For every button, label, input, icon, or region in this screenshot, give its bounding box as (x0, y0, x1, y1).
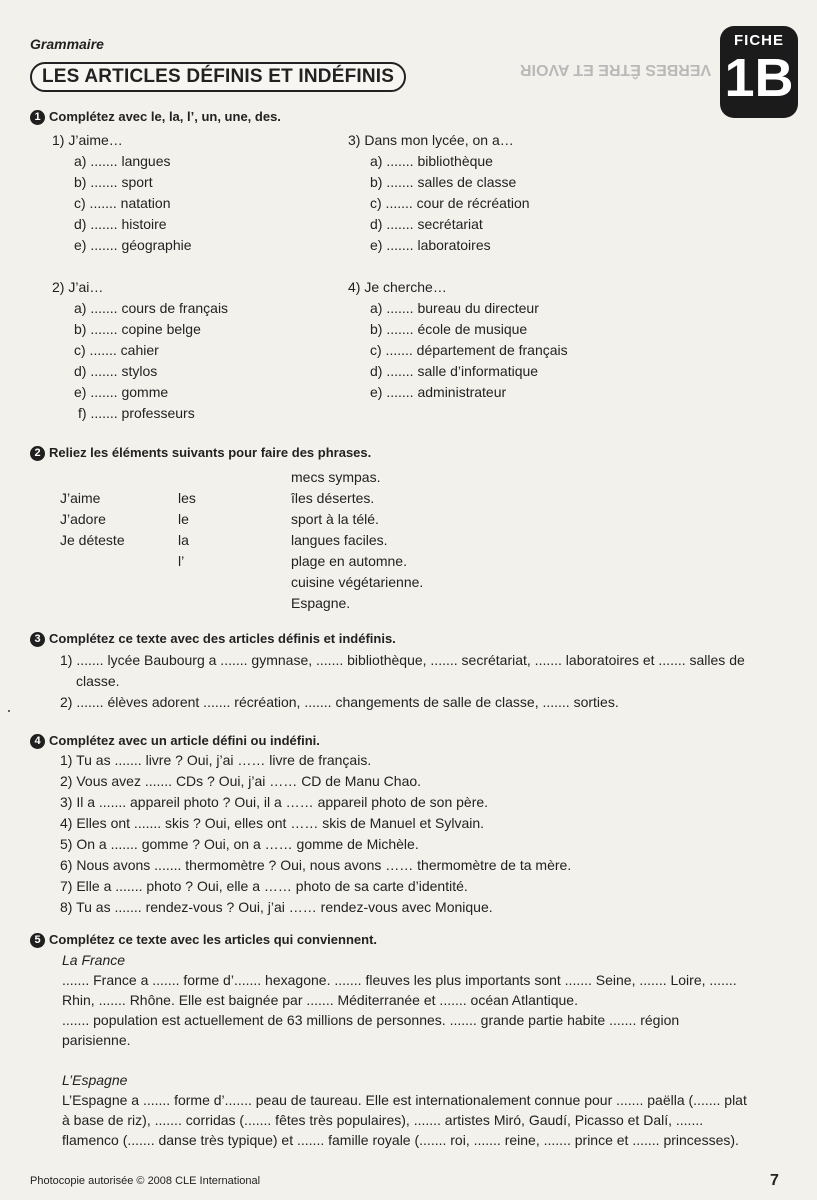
ex2-subject: Je déteste (60, 532, 125, 548)
ex5-espagne-title: L’Espagne (62, 1072, 128, 1088)
ex5-france-title: La France (62, 952, 126, 968)
ex4-item: 4) Elles ont ....... skis ? Oui, elles ont …… skis de Manuel et Sylvain. (60, 815, 485, 831)
ex1-q1-item: a) ....... langues (74, 153, 171, 169)
ex1-q1 (52, 130, 192, 256)
ex2-article: les (178, 490, 196, 506)
ex1-instruction: Complétez avec le, la, l’, un, une, des. (49, 109, 281, 124)
ex1-q3-item: a) ....... bibliothèque (370, 153, 493, 169)
ex1-number-badge: 1 (30, 110, 45, 125)
ex1-q4-item: d) ....... salle d’informatique (370, 363, 539, 379)
ex1-q2-intro: 2) J’ai… (52, 279, 104, 295)
ex5-espagne-line: flamenco (....... danse très typique) et ....... famille royale (....... roi, ....... reine, ....... prince et ....... princesses). (62, 1132, 739, 1148)
fiche-badge (720, 26, 798, 118)
ex4-item: 1) Tu as ....... livre ? Oui, j’ai …… livre de français. (60, 752, 372, 768)
ex2-noun: îles désertes. (291, 490, 375, 506)
ex3-line: classe. (76, 673, 120, 689)
ex1-q1-item: d) ....... histoire (74, 216, 167, 232)
ex1-q3 (348, 130, 530, 256)
ex1-q1-item: c) ....... natation (74, 195, 171, 211)
ex4-heading (30, 733, 320, 749)
ex4-list (60, 750, 571, 918)
ex2-heading (30, 445, 371, 461)
ex5-espagne-line: à base de riz), ....... corridas (....... fêtes très populaires), ....... artistes Miró, Gaudí, Picasso et Dalí, ....... (62, 1112, 704, 1128)
ex5-france-line: Rhin, ....... Rhône. Elle est baignée par ....... Méditerranée et ....... océan Atlantique. (62, 992, 578, 1008)
ex2-noun: langues faciles. (291, 532, 388, 548)
ex5-france-block (62, 950, 762, 1050)
ex3-heading (30, 631, 396, 647)
ex1-q1-item: e) ....... géographie (74, 237, 192, 253)
ex1-q3-item: c) ....... cour de récréation (370, 195, 530, 211)
ex4-number-badge: 4 (30, 734, 45, 749)
ex1-q1-intro: 1) J’aime… (52, 132, 123, 148)
ex1-q3-item: e) ....... laboratoires (370, 237, 491, 253)
ex4-item: 3) Il a ....... appareil photo ? Oui, il a …… appareil photo de son père. (60, 794, 489, 810)
ex5-espagne-block (62, 1070, 762, 1150)
ex3-text (60, 650, 760, 713)
ex1-q4-item: e) ....... administrateur (370, 384, 507, 400)
ex1-q4-intro: 4) Je cherche… (348, 279, 447, 295)
ex4-item: 6) Nous avons ....... thermomètre ? Oui, nous avons …… thermomètre de ta mère. (60, 857, 572, 873)
ex1-q2-item: f) ....... professeurs (78, 405, 195, 421)
ex2-instruction: Reliez les éléments suivants pour faire des phrases. (49, 445, 372, 460)
ex2-column-articles (178, 488, 196, 572)
ex2-article: la (178, 532, 189, 548)
ex5-france-line: ....... France a ....... forme d’....... hexagone. ....... fleuves les plus importants sont ....... Seine, ....... Loire, ....... (62, 972, 737, 988)
ex4-item: 8) Tu as ....... rendez-vous ? Oui, j’ai …… rendez-vous avec Monique. (60, 899, 493, 915)
ex1-q4 (348, 277, 568, 403)
ex1-q2-item: d) ....... stylos (74, 363, 158, 379)
ex5-france-line: parisienne. (62, 1032, 131, 1048)
bleed-through-banner: VERBES ÊTRE ET AVOIR (520, 61, 712, 78)
ex2-subject: J’aime (60, 490, 101, 506)
ex4-instruction: Complétez avec un article défini ou indéfini. (49, 733, 320, 748)
ex1-q3-item: b) ....... salles de classe (370, 174, 517, 190)
ex1-q3-intro: 3) Dans mon lycée, on a… (348, 132, 514, 148)
page-title: LES ARTICLES DÉFINIS ET INDÉFINIS (30, 62, 406, 92)
ex2-noun: Espagne. (291, 595, 351, 611)
ex2-noun: plage en automne. (291, 553, 407, 569)
ex2-subject: J’adore (60, 511, 106, 527)
ex1-q1-item: b) ....... sport (74, 174, 153, 190)
ex5-france-line: ....... population est actuellement de 63 millions de personnes. ....... grande partie habite ....... région (62, 1012, 680, 1028)
ex3-number-badge: 3 (30, 632, 45, 647)
fiche-number: 1B (724, 48, 794, 108)
ex2-column-nouns (291, 467, 423, 614)
ex1-q2-item: b) ....... copine belge (74, 321, 201, 337)
ex1-q2-item: e) ....... gomme (74, 384, 169, 400)
ex2-column-subjects (60, 488, 125, 551)
ex2-noun: sport à la télé. (291, 511, 379, 527)
ex1-q2-item: a) ....... cours de français (74, 300, 229, 316)
ex4-item: 7) Elle a ....... photo ? Oui, elle a …… photo de sa carte d’identité. (60, 878, 468, 894)
ex4-item: 2) Vous avez ....... CDs ? Oui, j’ai …… CD de Manu Chao. (60, 773, 422, 789)
page-speck (8, 710, 10, 712)
ex4-item: 5) On a ....... gomme ? Oui, on a …… gomme de Michèle. (60, 836, 419, 852)
ex5-instruction: Complétez ce texte avec les articles qui conviennent. (49, 932, 378, 947)
ex1-q4-item: c) ....... département de français (370, 342, 568, 358)
ex5-heading (30, 932, 377, 948)
page-number: 7 (770, 1172, 779, 1189)
ex3-instruction: Complétez ce texte avec des articles définis et indéfinis. (49, 631, 396, 646)
copyright-footer: Photocopie autorisée © 2008 CLE International (30, 1175, 261, 1187)
ex3-line: 1) ....... lycée Baubourg a ....... gymnase, ....... bibliothèque, ....... secrétariat, ....... laboratoires et ....... salles de (60, 652, 745, 668)
ex1-q3-item: d) ....... secrétariat (370, 216, 483, 232)
ex1-heading (30, 109, 281, 125)
ex2-noun: mecs sympas. (291, 469, 381, 485)
ex1-q2-item: c) ....... cahier (74, 342, 159, 358)
section-label: Grammaire (30, 36, 104, 52)
ex2-article: l’ (178, 553, 185, 569)
fiche-label: FICHE (734, 32, 784, 49)
ex5-espagne-line: L’Espagne a ....... forme d’....... peau de taureau. Elle est internationalement connue pour ....... paëlla (....... plat (62, 1092, 747, 1108)
ex5-number-badge: 5 (30, 933, 45, 948)
ex2-number-badge: 2 (30, 446, 45, 461)
ex1-q2 (52, 277, 228, 424)
ex1-q4-item: b) ....... école de musique (370, 321, 528, 337)
ex2-noun: cuisine végétarienne. (291, 574, 424, 590)
ex1-q4-item: a) ....... bureau du directeur (370, 300, 539, 316)
ex3-line: 2) ....... élèves adorent ....... récréation, ....... changements de salle de classe, ....... sorties. (60, 694, 619, 710)
ex2-article: le (178, 511, 189, 527)
